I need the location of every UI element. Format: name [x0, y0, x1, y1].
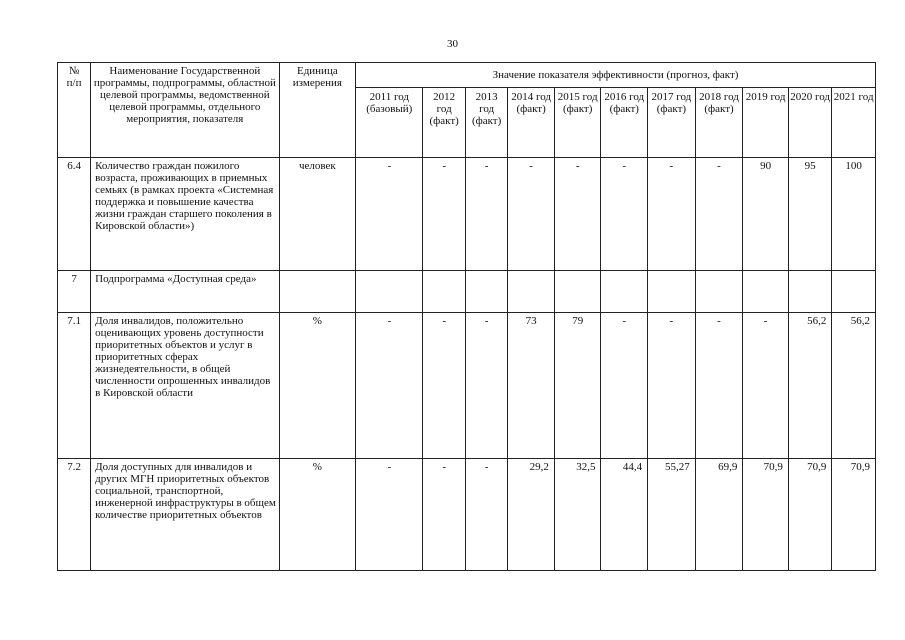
- header-year: 2019 год: [743, 88, 789, 158]
- row-value: [788, 271, 831, 313]
- row-value: 70,9: [832, 459, 876, 571]
- row-value: [423, 271, 465, 313]
- row-value: 79: [554, 313, 601, 459]
- row-num: 7.1: [58, 313, 91, 459]
- row-value: 70,9: [788, 459, 831, 571]
- row-value: 95: [788, 158, 831, 271]
- row-value: -: [356, 459, 423, 571]
- row-value: 56,2: [832, 313, 876, 459]
- row-value: -: [601, 313, 648, 459]
- table-row: [58, 271, 876, 313]
- row-value: -: [465, 158, 507, 271]
- row-value: [743, 271, 789, 313]
- header-year: 2013 год (факт): [465, 88, 507, 158]
- row-name: Доля доступных для инвалидов и других МГН приоритетных объектов социальной, транспортной, инженерной инфраструктуры в общем количестве приоритетных объектов: [91, 459, 279, 571]
- row-value: 32,5: [554, 459, 601, 571]
- row-value: [648, 271, 696, 313]
- row-value: [508, 271, 555, 313]
- row-value: -: [601, 158, 648, 271]
- header-year: 2017 год (факт): [648, 88, 696, 158]
- header-year: 2012 год (факт): [423, 88, 465, 158]
- row-num: 7: [58, 271, 91, 313]
- header-year: 2014 год (факт): [508, 88, 555, 158]
- row-name: Подпрограмма «Доступная среда»: [91, 271, 279, 313]
- row-value: -: [743, 313, 789, 459]
- header-num: № п/п: [58, 63, 91, 158]
- row-value: [601, 271, 648, 313]
- row-value: -: [554, 158, 601, 271]
- row-value: -: [423, 158, 465, 271]
- row-value: [465, 271, 507, 313]
- header-year: 2021 год: [832, 88, 876, 158]
- row-value: -: [465, 313, 507, 459]
- header-value-group: Значение показателя эффективности (прогноз, факт): [356, 63, 876, 88]
- row-value: -: [356, 158, 423, 271]
- row-value: 90: [743, 158, 789, 271]
- row-num: 7.2: [58, 459, 91, 571]
- row-value: [554, 271, 601, 313]
- row-value: 69,9: [695, 459, 743, 571]
- page-number: 30: [447, 38, 458, 50]
- table-row: [58, 158, 876, 271]
- row-value: 100: [832, 158, 876, 271]
- row-value: -: [695, 313, 743, 459]
- indicator-table: [57, 62, 876, 571]
- row-value: [695, 271, 743, 313]
- row-value: 70,9: [743, 459, 789, 571]
- header-year: 2018 год (факт): [695, 88, 743, 158]
- row-value: -: [508, 158, 555, 271]
- header-year: 2020 год: [788, 88, 831, 158]
- row-value: 44,4: [601, 459, 648, 571]
- row-unit: %: [279, 459, 356, 571]
- row-value: -: [648, 158, 696, 271]
- header-name: Наименование Государственной программы, подпрограммы, областной целевой программы, ведомственной целевой программы, отдельного мероприятия, показателя: [91, 63, 279, 158]
- row-unit: [279, 271, 356, 313]
- header-year: 2016 год (факт): [601, 88, 648, 158]
- row-value: -: [695, 158, 743, 271]
- row-value: 29,2: [508, 459, 555, 571]
- row-num: 6.4: [58, 158, 91, 271]
- row-unit: человек: [279, 158, 356, 271]
- row-value: 56,2: [788, 313, 831, 459]
- header-unit: Единица измерения: [279, 63, 356, 158]
- row-value: -: [423, 313, 465, 459]
- table-row: [58, 459, 876, 571]
- header-year: 2011 год (базовый): [356, 88, 423, 158]
- row-value: -: [465, 459, 507, 571]
- row-value: -: [648, 313, 696, 459]
- row-value: 55,27: [648, 459, 696, 571]
- row-value: [356, 271, 423, 313]
- row-unit: %: [279, 313, 356, 459]
- row-name: Доля инвалидов, положительно оценивающих уровень доступности приоритетных объектов и услуг в приоритетных сферах жизнедеятельности, в общей численности опрошенных инвалидов в Кировской области: [91, 313, 279, 459]
- header-year: 2015 год (факт): [554, 88, 601, 158]
- row-value: 73: [508, 313, 555, 459]
- row-value: [832, 271, 876, 313]
- row-value: -: [423, 459, 465, 571]
- table-row: [58, 313, 876, 459]
- row-name: Количество граждан пожилого возраста, проживающих в приемных семьях (в рамках проекта «Системная поддержка и повышение качества жизни граждан старшего поколения в Кировской области»): [91, 158, 279, 271]
- row-value: -: [356, 313, 423, 459]
